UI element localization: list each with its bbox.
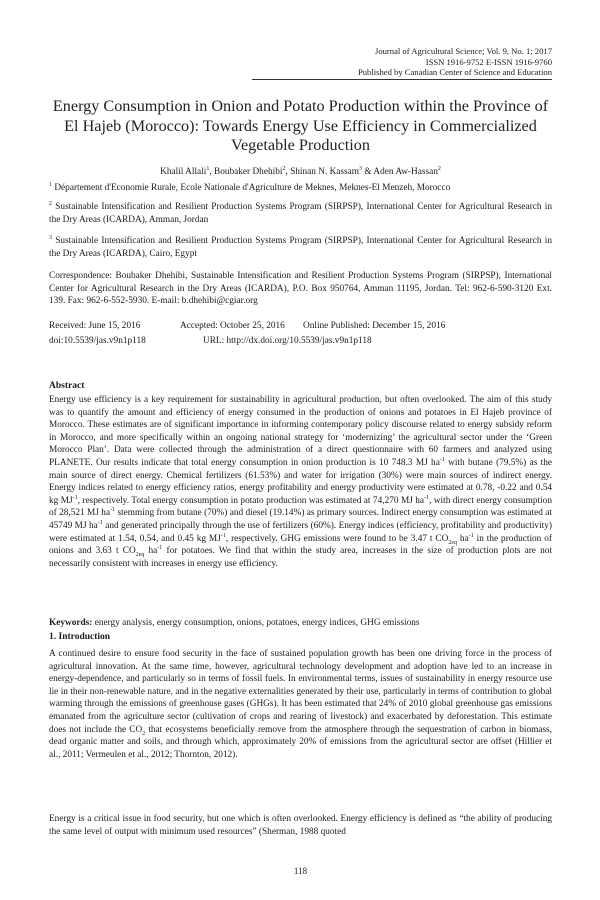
doi: doi:10.5539/jas.v9n1p118 <box>49 336 146 346</box>
article-url[interactable]: URL: http://dx.doi.org/10.5539/jas.v9n1p118 <box>203 336 372 346</box>
author-list <box>49 167 552 178</box>
journal-line: Journal of Agricultural Science; Vol. 9, No. 1; 2017 <box>374 46 552 56</box>
author: Khalil Allali$^1$, <box>160 165 214 177</box>
abstract-heading: Abstract <box>49 381 85 391</box>
author: Shinan N. Kassam$^3$ & <box>290 165 374 177</box>
received-date: Received: June 15, 2016 <box>49 321 141 331</box>
abstract-body: Energy use efficiency is a key requirement for sustainability in agricultural production, but often overlooked. The aim of this study was to quantify the amount and efficiency of energy consumed in the production of onions and potatoes in El Hajeb province of Morocco. These estimates are of significant importance in informing contemporary policy discourse related to energy subsidy reform in Morocco, and more specifically within an ongoing national strategy for ‘modernizing’ the agricultural sector under the ‘Green Morocco Plan’. Data were collected through the administration of a direct questionnaire with 60 farmers and analyzed using PLANETE. Our results indicate that total energy consumption in onion production is 10 748.3 MJ $ha^{-1}$ with butane (79.5%) as the main source of direct energy. Chemical fertilizers (61.53%) and water for irrigation (30%) were main sources of indirect energy. Energy indices related to energy efficiency ratios, energy profitability and energy productivity were estimated at 0.78, -0.22 and 0.54 kg $MJ^{-1}$, respectively. Total energy consumption in potato production was estimated at 74,270 MJ $ha^{-1}$, with direct energy consumption of 28,521 MJ $ha^{-1}$ stemming from butane (70%) and diesel (19.14%) as primary sources. Indirect energy consumption was estimated at 45749 MJ $ha^{-1}$ and generated principally through the use of fertilizers (60%). Energy indices (efficiency, profitability and productivity) were estimated at 1.54, 0.54, and 0.45 kg $MJ^{-1}$, respectively. GHG emissions were found to be 3.47 t $CO_{2eq}$ $ha^{-1}$ in the production of onions and 3.63 t $CO_{2eq}$ $ha^{-1}$ for potatoes. We find that within the study area, increases in the size of production plots are not necessarily consistent with increases in energy use efficiency. <box>49 395 552 569</box>
paper-title: Energy Consumption in Onion and Potato Production within the Province of El Hajeb (Morocco): Towards Energy Use Efficiency in Commercialized Vegetable Production <box>52 97 549 154</box>
published-date: Online Published: December 15, 2016 <box>303 321 446 331</box>
affiliation-1: $^1$ Département d'Economie Rurale, Ecole Nationale d'Agriculture de Meknes, Meknes-El Menzeh, Morocco <box>49 181 451 193</box>
page-number: 118 <box>293 866 308 876</box>
accepted-date: Accepted: October 25, 2016 <box>180 321 285 331</box>
correspondence: Correspondence: Boubaker Dhehibi, Sustainable Intensification and Resilient Production Systems Program (SIRPSP), International Center for Agricultural Research in the Dry Areas (ICARDA), P.O. Box 950764, Amman 11195, Jordan. Tel: 962-6-590-3120 Ext. 139. Fax: 962-6-552-5930. E-mail: b.dhehibi@cgiar.org <box>49 271 552 307</box>
introduction-paragraph-2: Energy is a critical issue in food security, but one which is often overlooked. Energy efficiency is defined as “the ability of producing the same level of output with minimum used resources” (Sherman, 1988 quoted <box>49 814 552 837</box>
introduction-heading: 1. Introduction <box>49 632 111 642</box>
running-header <box>252 46 552 80</box>
publisher-line: Published by Canadian Center of Science and Education <box>357 67 552 78</box>
introduction-paragraph-1: A continued desire to ensure food security in the face of sustained population growth has been one driving force in the process of agricultural innovation. At the same time, however, agricultural technology development and adoption have led to an increase in energy-dependence, and particularly so in terms of fossil fuels. In environmental terms, issues of sustainability in energy resource use lie in their non-renewable nature, and in the negative externalities generated by their use, particularly in terms of contribution to global warming through the emissions of greenhouse gases (GHGs). It has been estimated that 24% of 2010 global greenhouse gas emissions emanated from the agriculture sector (cultivation of crops and rearing of livestock) and exacerbated by deforestation. This estimate does not include the $CO_2$ that ecosystems beneficially remove from the atmosphere through the sequestration of carbon in biomass, dead organic matter and soils, and through which, approximately 20% of emissions from the agricultural sector are offset (Hillier et al., 2011; Vermeulen et al., 2012; Thornton, 2012). <box>49 649 553 760</box>
author: Boubaker Dhehibi$^2$, <box>214 165 291 177</box>
affiliation-2: $^2$ Sustainable Intensification and Resilient Production Systems Program (SIRPSP), International Center for Agricultural Research in the Dry Areas (ICARDA), Amman, Jordan <box>49 200 553 225</box>
affiliation-3: $^3$ Sustainable Intensification and Resilient Production Systems Program (SIRPSP), International Center for Agricultural Research in the Dry Areas (ICARDA), Cairo, Egypt <box>49 234 553 259</box>
issn-line: ISSN 1916-9752 E-ISSN 1916-9760 <box>425 56 552 67</box>
keywords: Keywords: energy analysis, energy consumption, onions, potatoes, energy indices, GHG emissions <box>49 618 420 628</box>
author: Aden Aw-Hassan$^2$ <box>373 165 441 177</box>
